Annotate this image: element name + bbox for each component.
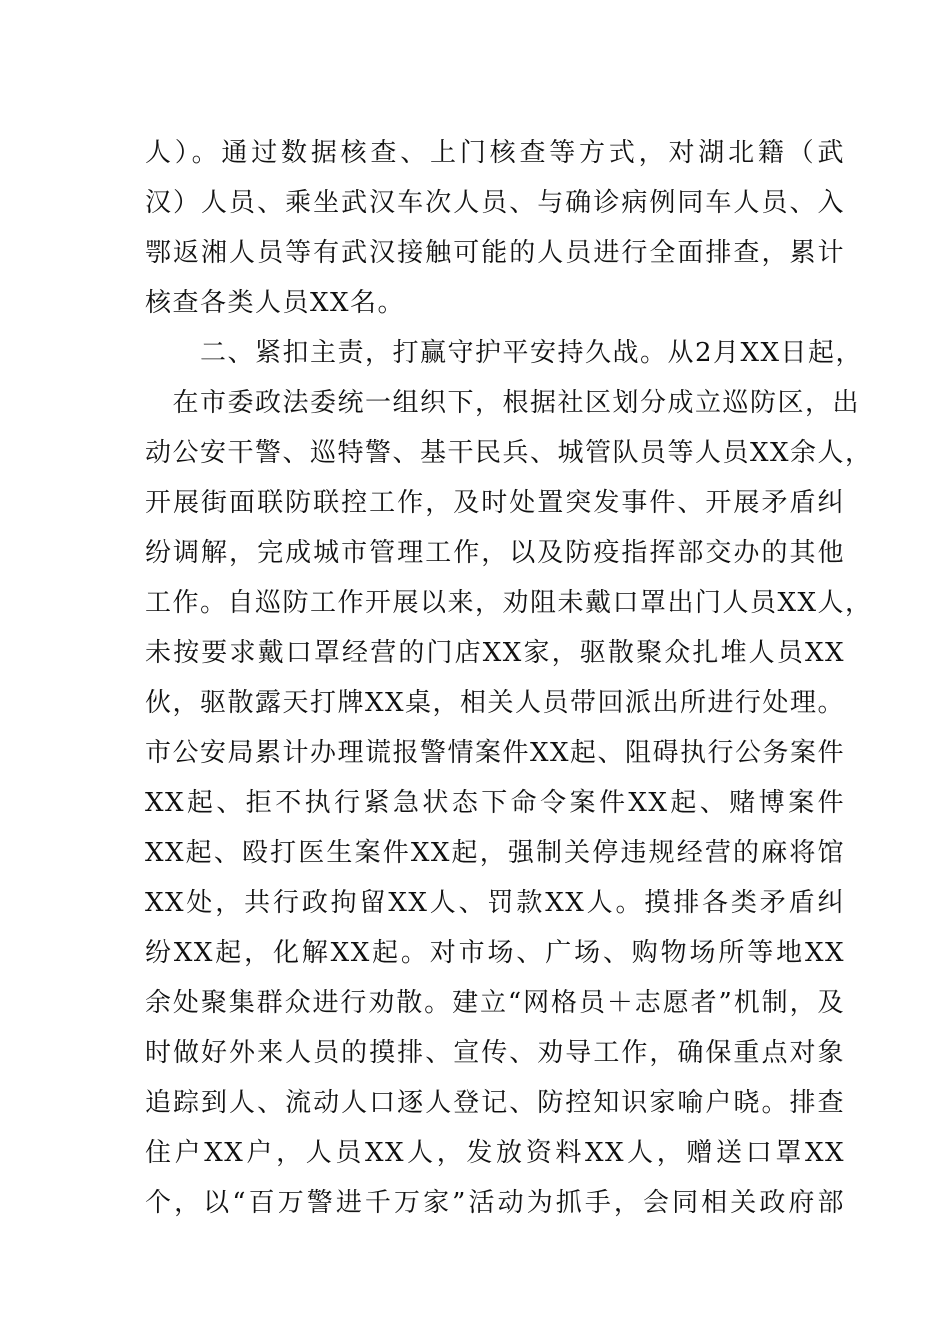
text-line: 市公安局累计办理谎报警情案件XX起、阻碍执行公务案件 — [145, 738, 846, 768]
text-line: 人）。通过数据核查、上门核查等方式，对湖北籍（武 — [145, 138, 845, 168]
text-line: 个，以“百万警进千万家”活动为抓手，会同相关政府部 — [145, 1188, 845, 1218]
text-line: 伙，驱散露天打牌XX桌，相关人员带回派出所进行处理。 — [145, 688, 846, 718]
text-line: 汉）人员、乘坐武汉车次人员、与确诊病例同车人员、入 — [145, 188, 845, 218]
text-line: 动公安干警、巡特警、基干民兵、城管队员等人员XX余人， — [145, 438, 873, 468]
text-line: XX处，共行政拘留XX人、罚款XX人。摸排各类矛盾纠 — [145, 888, 845, 918]
text-line: 鄂返湘人员等有武汉接触可能的人员进行全面排查，累计 — [145, 238, 845, 268]
text-line: 时做好外来人员的摸排、宣传、劝导工作，确保重点对象 — [145, 1038, 845, 1068]
text-line: 在市委政法委统一组织下，根据社区划分成立巡防区，出 — [145, 388, 861, 418]
text-line: 纷XX起，化解XX起。对市场、广场、购物场所等地XX — [145, 938, 845, 968]
body-text — [145, 128, 873, 1228]
text-line: 纷调解，完成城市管理工作，以及防疫指挥部交办的其他 — [145, 538, 845, 568]
text-line: XX起、殴打医生案件XX起，强制关停违规经营的麻将馆 — [145, 838, 845, 868]
text-line: 核查各类人员XX名。 — [145, 288, 406, 318]
text-line: 未按要求戴口罩经营的门店XX家，驱散聚众扎堆人员XX — [145, 638, 845, 668]
text-line: XX起、拒不执行紧急状态下命令案件XX起、赌博案件 — [145, 788, 845, 818]
text-line: 余处聚集群众进行劝散。建立“网格员＋志愿者”机制，及 — [145, 988, 845, 1018]
text-line: 追踪到人、流动人口逐人登记、防控知识家喻户晓。排查 — [145, 1088, 845, 1118]
text-line: 二、紧扣主责，打赢守护平安持久战。从2月XX日起， — [145, 338, 864, 368]
text-line: 开展街面联防联控工作，及时处置突发事件、开展矛盾纠 — [145, 488, 845, 518]
text-line: 工作。自巡防工作开展以来，劝阻未戴口罩出门人员XX人， — [145, 588, 873, 618]
text-line: 住户XX户，人员XX人，发放资料XX人，赠送口罩XX — [145, 1138, 845, 1168]
